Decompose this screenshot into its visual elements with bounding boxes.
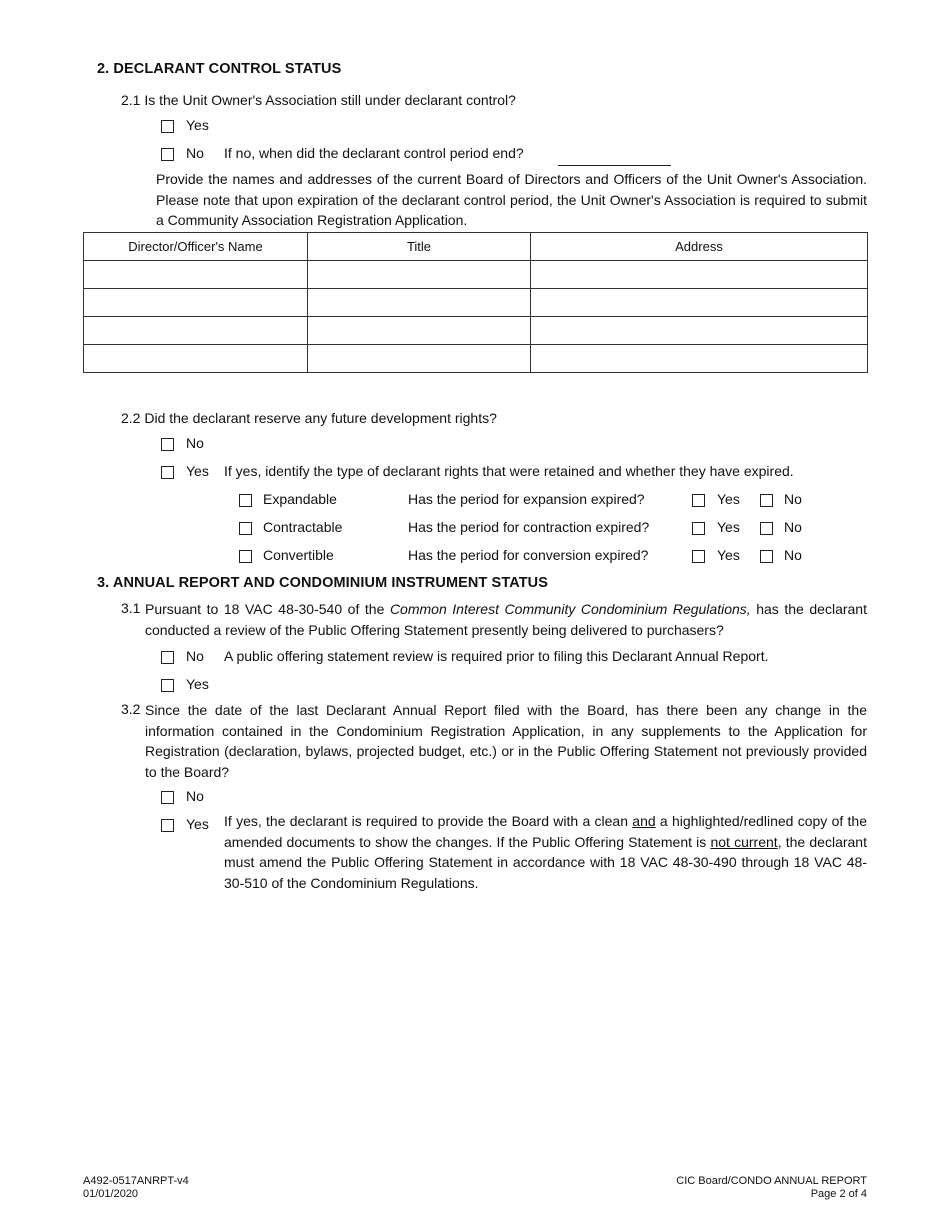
table-row bbox=[84, 289, 868, 317]
expansion-yes-label: Yes bbox=[717, 491, 740, 507]
directors-table bbox=[83, 232, 868, 373]
contraction-no-checkbox[interactable] bbox=[760, 522, 773, 535]
form-number: A492-0517ANRPT-v4 bbox=[83, 1175, 189, 1187]
table-row bbox=[84, 317, 868, 345]
cell-address[interactable] bbox=[531, 261, 868, 289]
section-3-heading: 3. ANNUAL REPORT AND CONDOMINIUM INSTRUMENT STATUS bbox=[97, 575, 549, 591]
contractable-label: Contractable bbox=[263, 519, 343, 535]
cell-name[interactable] bbox=[84, 261, 308, 289]
q31-yes-label: Yes bbox=[186, 676, 209, 692]
q32-yes-label: Yes bbox=[186, 816, 209, 832]
q22-no-label: No bbox=[186, 435, 204, 451]
expandable-label: Expandable bbox=[263, 491, 337, 507]
expansion-question: Has the period for expansion expired? bbox=[408, 491, 645, 507]
footer-right bbox=[676, 1175, 867, 1201]
q32-note-not-current: not current bbox=[710, 833, 778, 850]
q22-yes-checkbox[interactable] bbox=[161, 466, 174, 479]
contraction-question: Has the period for contraction expired? bbox=[408, 519, 650, 535]
q22-no-checkbox[interactable] bbox=[161, 438, 174, 451]
cell-address[interactable] bbox=[531, 317, 868, 345]
contractable-checkbox[interactable] bbox=[239, 522, 252, 535]
q22-yes-followup: If yes, identify the type of declarant rights that were retained and whether they have expired. bbox=[224, 463, 794, 479]
q32-no-checkbox[interactable] bbox=[161, 791, 174, 804]
cell-name[interactable] bbox=[84, 289, 308, 317]
expansion-no-checkbox[interactable] bbox=[760, 494, 773, 507]
q21-no-checkbox[interactable] bbox=[161, 148, 174, 161]
cell-name[interactable] bbox=[84, 317, 308, 345]
contraction-no-label: No bbox=[784, 519, 802, 535]
question-3-1 bbox=[145, 599, 867, 640]
board-instructions: Provide the names and addresses of the current Board of Directors and Officers of the Unit Owner's Association. Please note that upon expiration of the declarant control period, the Unit Owner's Association is required to submit a Community Association Registration Application. bbox=[156, 171, 867, 228]
conversion-no-label: No bbox=[784, 547, 802, 563]
convertible-checkbox[interactable] bbox=[239, 550, 252, 563]
conversion-yes-label: Yes bbox=[717, 547, 740, 563]
q21-yes-checkbox[interactable] bbox=[161, 120, 174, 133]
q32-number: 3.2 bbox=[121, 701, 141, 717]
page-number: Page 2 of 4 bbox=[810, 1188, 867, 1200]
cell-title[interactable] bbox=[308, 317, 531, 345]
q32-yes-note bbox=[224, 811, 867, 893]
table-row bbox=[84, 345, 868, 373]
conversion-yes-checkbox[interactable] bbox=[692, 550, 705, 563]
q31-regulation-title: Common Interest Community Condominium Regulations, bbox=[389, 601, 751, 617]
q32-note-part-2: a highlighted/redlined copy of the amended documents to show the changes. If the Public Offering Statement is bbox=[224, 813, 867, 850]
cell-title[interactable] bbox=[308, 261, 531, 289]
q32-note-and: and bbox=[632, 813, 656, 829]
q21-no-followup: If no, when did the declarant control period end? bbox=[224, 145, 524, 161]
conversion-no-checkbox[interactable] bbox=[760, 550, 773, 563]
control-end-date-field[interactable] bbox=[558, 165, 671, 166]
q32-note-part-3: , the declarant must amend the Public Offering Statement in accordance with 18 VAC 48-30-490 through 18 VAC 48-30-510 of the Condominium Regulations. bbox=[224, 833, 867, 891]
q21-yes-label: Yes bbox=[186, 117, 209, 133]
expandable-checkbox[interactable] bbox=[239, 494, 252, 507]
cell-title[interactable] bbox=[308, 345, 531, 373]
header-address: Address bbox=[531, 233, 868, 261]
q31-yes-checkbox[interactable] bbox=[161, 679, 174, 692]
q32-yes-checkbox[interactable] bbox=[161, 819, 174, 832]
form-date: 01/01/2020 bbox=[83, 1188, 139, 1200]
section-2-heading: 2. DECLARANT CONTROL STATUS bbox=[97, 61, 342, 77]
conversion-question: Has the period for conversion expired? bbox=[408, 547, 649, 563]
convertible-label: Convertible bbox=[263, 547, 334, 563]
q31-text-pre: Pursuant to 18 VAC 48-30-540 of the bbox=[145, 601, 390, 617]
cell-address[interactable] bbox=[531, 345, 868, 373]
table-header-row bbox=[84, 233, 868, 261]
footer-left bbox=[83, 1175, 189, 1201]
q32-no-label: No bbox=[186, 788, 204, 804]
expansion-no-label: No bbox=[784, 491, 802, 507]
header-title: Title bbox=[308, 233, 531, 261]
q21-no-label: No bbox=[186, 145, 204, 161]
q31-no-label: No bbox=[186, 648, 204, 664]
cell-title[interactable] bbox=[308, 289, 531, 317]
cell-address[interactable] bbox=[531, 289, 868, 317]
header-name: Director/Officer's Name bbox=[84, 233, 308, 261]
question-2-1: 2.1 Is the Unit Owner's Association still under declarant control? bbox=[121, 92, 516, 108]
q31-no-checkbox[interactable] bbox=[161, 651, 174, 664]
table-row bbox=[84, 261, 868, 289]
q31-number: 3.1 bbox=[121, 600, 141, 616]
question-2-2: 2.2 Did the declarant reserve any future development rights? bbox=[121, 410, 497, 426]
expansion-yes-checkbox[interactable] bbox=[692, 494, 705, 507]
contraction-yes-checkbox[interactable] bbox=[692, 522, 705, 535]
contraction-yes-label: Yes bbox=[717, 519, 740, 535]
q22-yes-label: Yes bbox=[186, 463, 209, 479]
q31-no-note: A public offering statement review is required prior to filing this Declarant Annual Report. bbox=[224, 648, 769, 664]
report-title: CIC Board/CONDO ANNUAL REPORT bbox=[676, 1175, 867, 1187]
q31-text-post: has the declarant conducted a review of the Public Offering Statement presently being delivered to purchasers? bbox=[145, 601, 867, 638]
cell-name[interactable] bbox=[84, 345, 308, 373]
question-3-2: Since the date of the last Declarant Annual Report filed with the Board, has there been any change in the information contained in the Condominium Registration Application, in any supplements to the Application for Registration (declaration, bylaws, projected budget, etc.) or in the Public Offering Statement not previously provided to the Board? bbox=[145, 702, 867, 780]
q32-note-part-1: If yes, the declarant is required to provide the Board with a clean bbox=[224, 813, 633, 829]
